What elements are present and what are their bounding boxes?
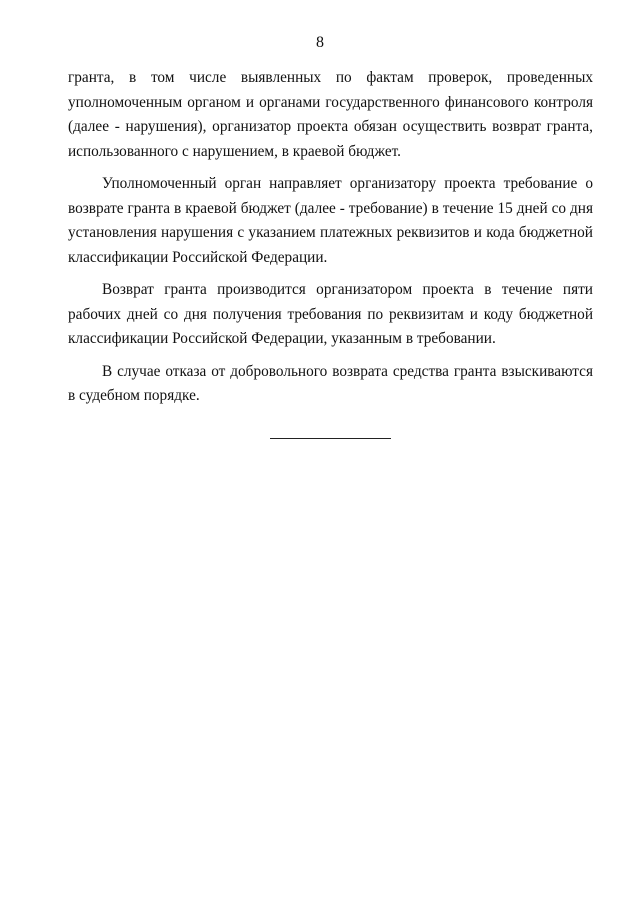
paragraph-return-procedure: Возврат гранта производится организатором проекта в течение пяти рабочих дней со дня получения требования по реквизитам и коду бюджетной классификации Российской Федерации, указанным в требовании.	[68, 281, 593, 347]
paragraph-judicial-recovery: В случае отказа от добровольного возврата средства гранта взыскиваются в судебном порядке.	[68, 362, 593, 404]
page-number: 8	[316, 34, 324, 51]
paragraph-grant-return-obligation: гранта, в том числе выявленных по фактам проверок, проведенных уполномоченным органом и органами государственного финансового контроля (далее - нарушения), организатор проекта обязан осуществить возврат гранта, использованного с нарушением, в краевой бюджет.	[68, 69, 593, 160]
document-body	[68, 66, 593, 417]
end-of-document-rule	[270, 438, 391, 439]
paragraph-return-requirement: Уполномоченный орган направляет организатору проекта требование о возврате гранта в краевой бюджет (далее - требование) в течение 15 дней со дня установления нарушения с указанием платежных реквизитов и кода бюджетной классификации Российской Федерации.	[68, 175, 593, 266]
